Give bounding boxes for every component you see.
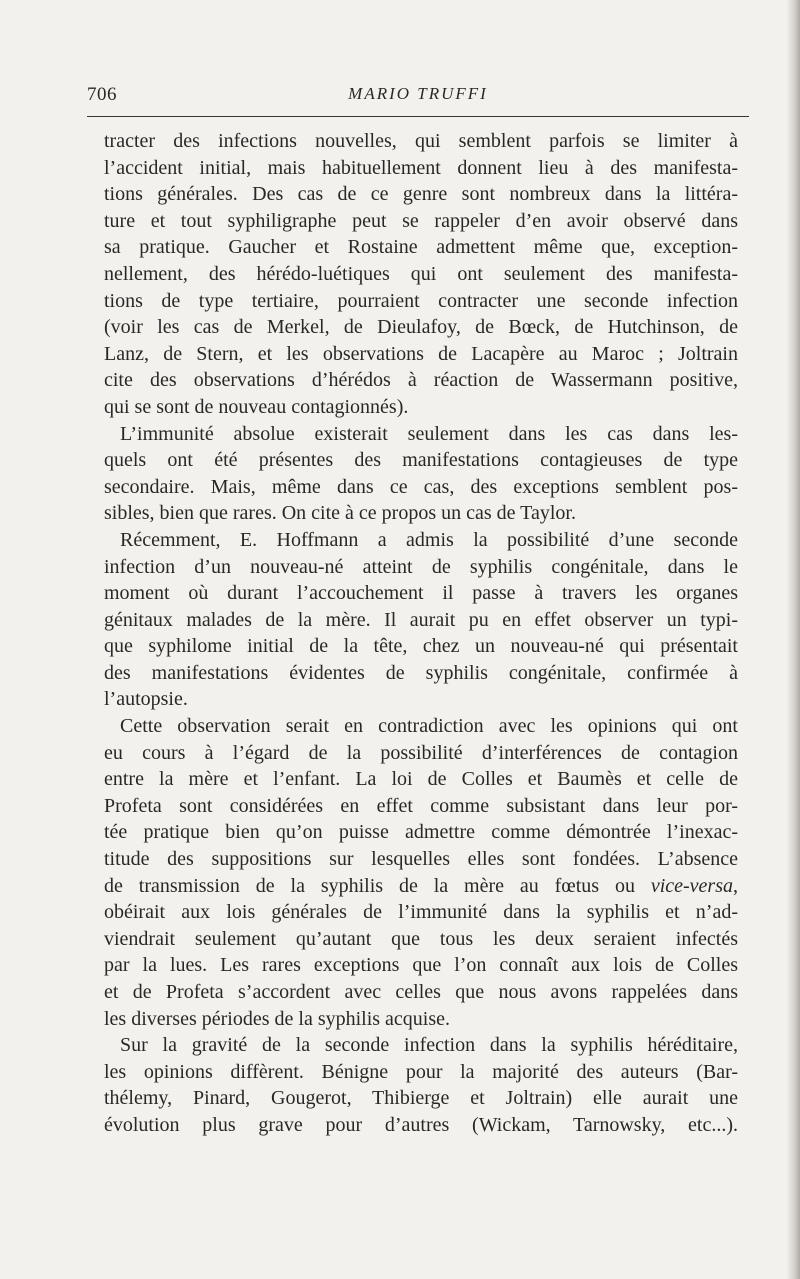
- text-line: des manifestations évidentes de syphilis congénitale, confirmée à: [104, 661, 738, 684]
- text-line: par la lues. Les rares exceptions que l’on connaît aux lois de Colles: [104, 954, 738, 977]
- text-line: Cette observation serait en contradiction avec les opinions qui ont: [120, 715, 738, 738]
- text-line: et de Profeta s’accordent avec celles que nous avons rappelées dans: [104, 981, 738, 1003]
- italic-term: vice-versa: [650, 874, 733, 897]
- text-line: Lanz, de Stern, et les observations de Lacapère au Maroc ; Joltrain: [104, 342, 738, 365]
- text-line: les opinions diffèrent. Bénigne pour la majorité des auteurs (Bar-: [104, 1060, 738, 1083]
- paragraph-2: [104, 421, 738, 527]
- paragraph-5: [104, 1032, 738, 1138]
- paragraph-4: [104, 713, 738, 1032]
- text-line: que syphilome initial de la tête, chez un nouveau-né qui présentait: [104, 635, 738, 658]
- text-line: Sur la gravité de la seconde infection dans la syphilis héréditaire,: [120, 1034, 738, 1057]
- paragraph-1: [104, 128, 738, 421]
- text-line: Profeta sont considérées en effet comme subsistant dans leur por-: [104, 794, 738, 817]
- text-line: eu cours à l’égard de la possibilité d’interférences de contagion: [104, 741, 738, 764]
- text-line: de transmission de la syphilis de la mère au fœtus ou vice-versa,: [104, 874, 738, 897]
- running-head: [87, 84, 749, 114]
- text-line: cite des observations d’hérédos à réaction de Wassermann positive,: [104, 369, 738, 392]
- text-line: l’accident initial, mais habituellement donnent lieu à des manifesta-: [104, 156, 738, 179]
- text-line: sa pratique. Gaucher et Rostaine admettent même que, exception-: [104, 236, 738, 259]
- text-line: génitaux malades de la mère. Il aurait pu en effet observer un typi-: [104, 608, 738, 631]
- text-line: viendrait seulement qu’autant que tous les deux seraient infectés: [104, 927, 738, 950]
- text-line: entre la mère et l’enfant. La loi de Colles et Baumès et celle de: [104, 768, 738, 791]
- text-line: titude des suppositions sur lesquelles elles sont fondées. L’absence: [104, 848, 738, 871]
- header-rule: [87, 116, 749, 117]
- text-line: L’immunité absolue existerait seulement dans les cas dans les-: [120, 422, 738, 445]
- text-line: tracter des infections nouvelles, qui semblent parfois se limiter à: [104, 130, 738, 152]
- text-line: (voir les cas de Merkel, de Dieulafoy, de Bœck, de Hutchinson, de: [104, 316, 738, 339]
- text-line: les diverses périodes de la syphilis acquise.: [104, 1007, 451, 1030]
- text-line: tée pratique bien qu’on puisse admettre comme démontrée l’inexac-: [104, 821, 738, 844]
- text-line: sibles, bien que rares. On cite à ce propos un cas de Taylor.: [104, 502, 576, 525]
- text-line: quels ont été présentes des manifestations contagieuses de type: [104, 449, 738, 472]
- page-number: 706: [87, 84, 117, 105]
- text-line: nellement, des hérédo-luétiques qui ont seulement des manifesta-: [104, 262, 738, 285]
- text-line: moment où durant l’accouchement il passe à travers les organes: [104, 582, 738, 605]
- text-line: infection d’un nouveau-né atteint de syphilis congénitale, dans le: [104, 555, 738, 578]
- text-line: Récemment, E. Hoffmann a admis la possibilité d’une seconde: [120, 528, 738, 551]
- text-line: ture et tout syphiligraphe peut se rappeler d’en avoir observé dans: [104, 209, 738, 232]
- paragraph-3: [104, 527, 738, 713]
- page-edge-shadow: [786, 0, 800, 1279]
- text-line: évolution plus grave pour d’autres (Wickam, Tarnowsky, etc...).: [104, 1113, 738, 1136]
- running-title: MARIO TRUFFI: [348, 84, 488, 103]
- text-line: tions générales. Des cas de ce genre sont nombreux dans la littéra-: [104, 183, 738, 206]
- text-line: secondaire. Mais, même dans ce cas, des exceptions semblent pos-: [104, 475, 738, 498]
- text-body: [104, 128, 738, 1139]
- text-line: qui se sont de nouveau contagionnés).: [104, 395, 409, 418]
- text-line: obéirait aux lois générales de l’immunité dans la syphilis et n’ad-: [104, 901, 738, 924]
- text-line: thélemy, Pinard, Gougerot, Thibierge et Joltrain) elle aurait une: [104, 1087, 738, 1110]
- text-line: tions de type tertiaire, pourraient contracter une seconde infection: [104, 289, 738, 312]
- text-line: l’autopsie.: [104, 688, 188, 711]
